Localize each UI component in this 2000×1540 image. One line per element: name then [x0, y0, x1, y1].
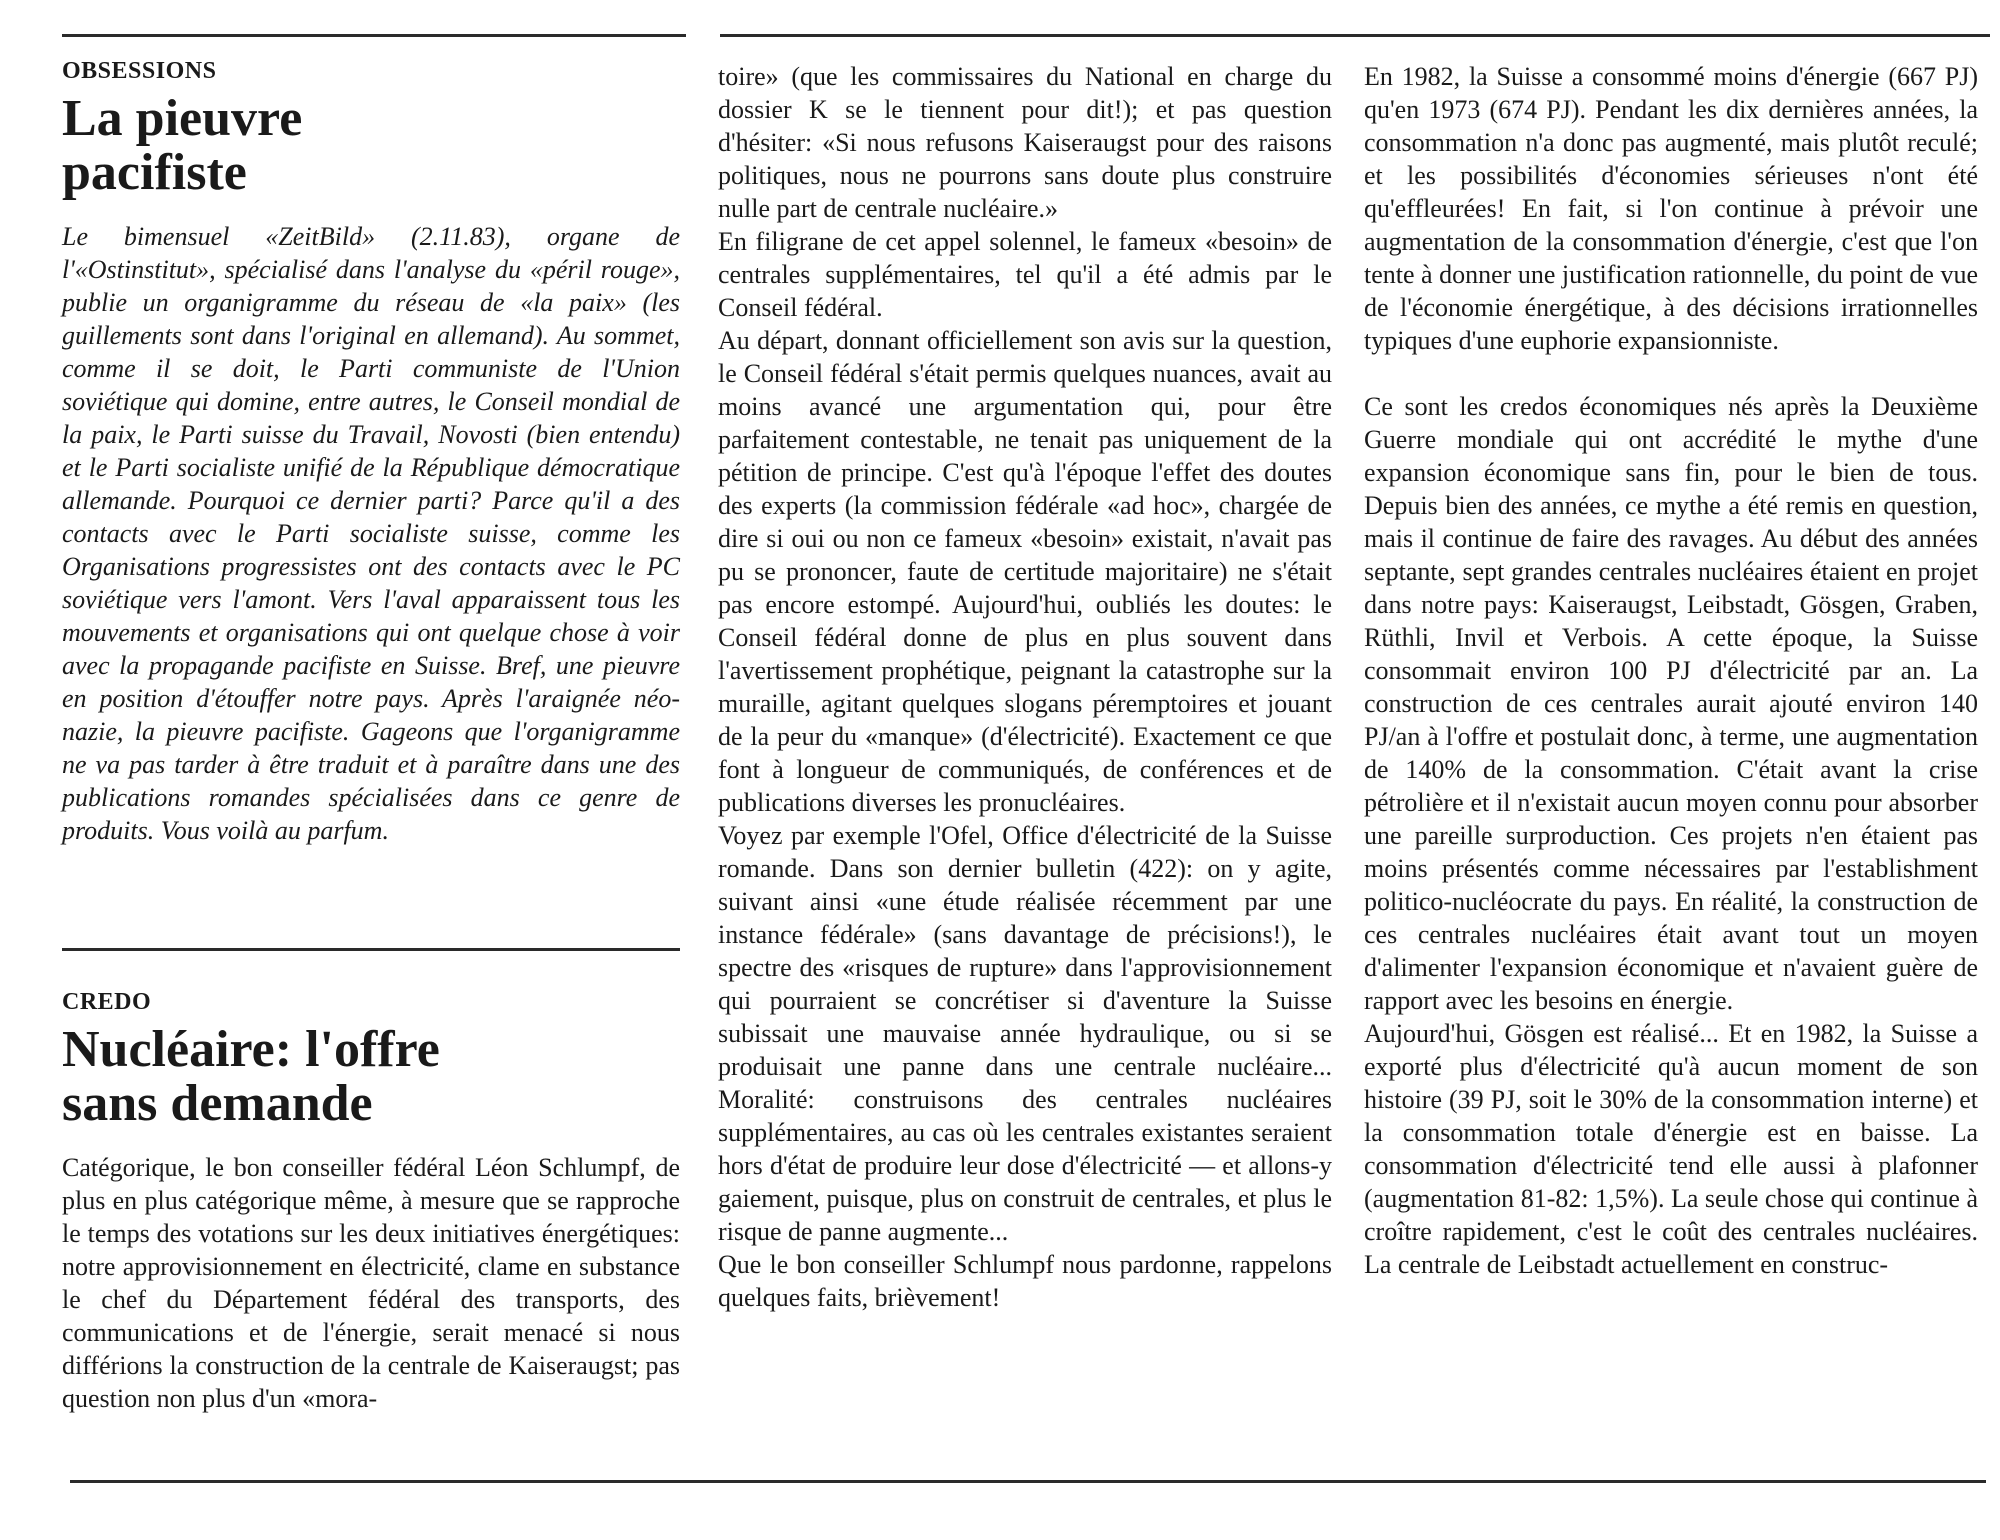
article-paragraph: Aujourd'hui, Gösgen est réalisé... Et en 1982, la Suisse a exporté plus d'électricité qu'à aucun moment de son histoire (39 PJ, soit le 30% de la consommation interne) et la consommation totale d'énergie est en baisse. La consommation d'électricité tend elle aussi à plafonner (augmentation 81-82: 1,5%). La seule chose qui continue à croître rapidement, c'est le coût des centrales nucléaires. La centrale de Leibstadt actuellement en construc- — [1364, 1019, 1978, 1279]
article-paragraph: Catégorique, le bon conseiller fédéral Léon Schlumpf, de plus en plus catégorique même, à mesure que se rapproche le temps des votations sur les deux initiatives énergétiques: notre approvisionnement en électricité, clame en substance le chef du Département fédéral des transports, des communications et de l'énergie, serait menacé si nous différions la construction de la centrale de Kaiseraugst; pas question non plus d'un «mora- — [62, 1153, 680, 1413]
article-paragraph: En filigrane de cet appel solennel, le fameux «besoin» de centrales supplémentaires, tel qu'il a été admis par le Conseil fédéral. — [718, 227, 1332, 322]
article-paragraph: toire» (que les commissaires du National en charge du dossier K se le tiennent pour dit!); et pas question d'hésiter: «Si nous refusons Kaiseraugst pour des raisons politiques, nous ne pourrons sans doute plus construire nulle part de centrale nucléaire.» — [718, 62, 1332, 223]
article-credo — [62, 987, 680, 1415]
article-paragraph: En 1982, la Suisse a consommé moins d'énergie (667 PJ) qu'en 1973 (674 PJ). Pendant les dix dernières années, la consommation n'a donc pas augmenté, mais plutôt reculé; et les possibilités d'économies sérieuses n'ont été qu'effleurées! En fait, si l'on continue à prévoir une augmentation de la consommation d'énergie, c'est que l'on tente à donner une justification rationnelle, du point de vue de l'économie énergétique, à des décisions irrationnelles typiques d'une euphorie expansionniste. — [1364, 62, 1978, 355]
article-paragraph: Voyez par exemple l'Ofel, Office d'électricité de la Suisse romande. Dans son dernier bulletin (422): on y agite, suivant ainsi «une étude réalisée récemment par une instance fédérale» (sans davantage de précisions!), le spectre des «risques de rupture» dans l'approvisionnement qui pourraient se concrétiser si d'aventure la Suisse subissait une mauvaise année hydraulique, ou si se produisait une panne dans une centrale nucléaire... Moralité: construisons des centrales nucléaires supplémentaires, au cas où les centrales existantes seraient hors d'état de produire leur dose d'électricité — et allons-y gaiement, puisque, plus on construit de centrales, et plus le risque de panne augmente... — [718, 821, 1332, 1246]
top-rule-left — [62, 34, 686, 37]
article-title: Nucléaire: l'offre sans demande — [62, 1021, 440, 1132]
column-2 — [718, 60, 1332, 1314]
article-paragraph: Que le bon conseiller Schlumpf nous pardonne, rappelons quelques faits, brièvement! — [718, 1250, 1332, 1312]
top-rule-right — [720, 34, 1990, 37]
section-divider-rule — [62, 948, 680, 951]
section-kicker: OBSESSIONS — [62, 58, 217, 84]
article-body: Le bimensuel «ZeitBild» (2.11.83), organe de l'«Ostinstitut», spécialisé dans l'analyse du «péril rouge», publie un organigramme du réseau de «la paix» (les guillements sont dans l'original en allemand). Au sommet, comme il se doit, le Parti communiste de l'Union soviétique qui domine, entre autres, le Conseil mondial de la paix, le Parti suisse du Travail, Novosti (bien entendu) et le Parti socialiste unifié de la République démocratique allemande. Pourquoi ce dernier parti? Parce qu'il a des contacts avec le Parti socialiste suisse, comme les Organisations progressistes ont des contacts avec le PC soviétique vers l'amont. Vers l'aval apparaissent tous les mouvements et organisations qui ont quelque chose à voir avec la propagande pacifiste en Suisse. Bref, une pieuvre en position d'étouffer notre pays. Après l'araignée néo-nazie, la pieuvre pacifiste. Gageons que l'organigramme ne va pas tarder à être traduit et à paraître dans une des publications romandes spécialisées dans ce genre de produits. Vous voilà au parfum. — [62, 222, 680, 845]
column-1 — [62, 56, 680, 847]
article-obsessions — [62, 56, 680, 847]
article-paragraph: Au départ, donnant officiellement son avis sur la question, le Conseil fédéral s'était permis quelques nuances, avait au moins avancé une argumentation qui, pour être parfaitement contestable, ne tenait pas uniquement de la pétition de principe. C'est qu'à l'époque l'effet des doutes des experts (la commission fédérale «ad hoc», chargée de dire si oui ou non ce fameux «besoin» existait, n'avait pas pu se prononcer, faute de certitude majoritaire) ne s'était pas encore estompé. Aujourd'hui, oubliés les doutes: le Conseil fédéral donne de plus en plus souvent dans l'avertissement prophétique, peignant la catastrophe sur la muraille, agitant quelques slogans péremptoires et jouant de la peur du «manque» (d'électricité). Exactement ce que font à longueur de communiqués, de conférences et de publications diverses les pronucléaires. — [718, 326, 1332, 817]
column-1-lower — [62, 987, 680, 1415]
bottom-rule — [70, 1480, 1986, 1483]
article-paragraph: Ce sont les credos économiques nés après la Deuxième Guerre mondiale qui ont accrédité le mythe d'une expansion économique sans fin, pour le bien de tous. Depuis bien des années, ce mythe a été remis en question, mais il continue de faire des ravages. Au début des années septante, sept grandes centrales nucléaires étaient en projet dans notre pays: Kaiseraugst, Leibstadt, Gösgen, Graben, Rüthli, Invil et Verbois. A cette époque, la Suisse consommait environ 100 PJ d'électricité par an. La construction de ces centrales aurait ajouté environ 140 PJ/an à l'offre et postulait donc, à terme, une augmentation de 140% de la consommation. C'était avant la crise pétrolière et il n'existait aucun moyen connu pour absorber une pareille surproduction. Ces projets n'en étaient pas moins présentés comme nécessaires par l'establishment politico-nucléocrate du pays. En réalité, la construction de ces centrales nucléaires était avant tout un moyen d'alimenter l'expansion économique et n'avaient guère de rapport avec les besoins en énergie. — [1364, 392, 1978, 1015]
article-title: La pieuvre pacifiste — [62, 90, 303, 201]
section-kicker: CREDO — [62, 989, 152, 1015]
column-3 — [1364, 60, 1978, 1281]
